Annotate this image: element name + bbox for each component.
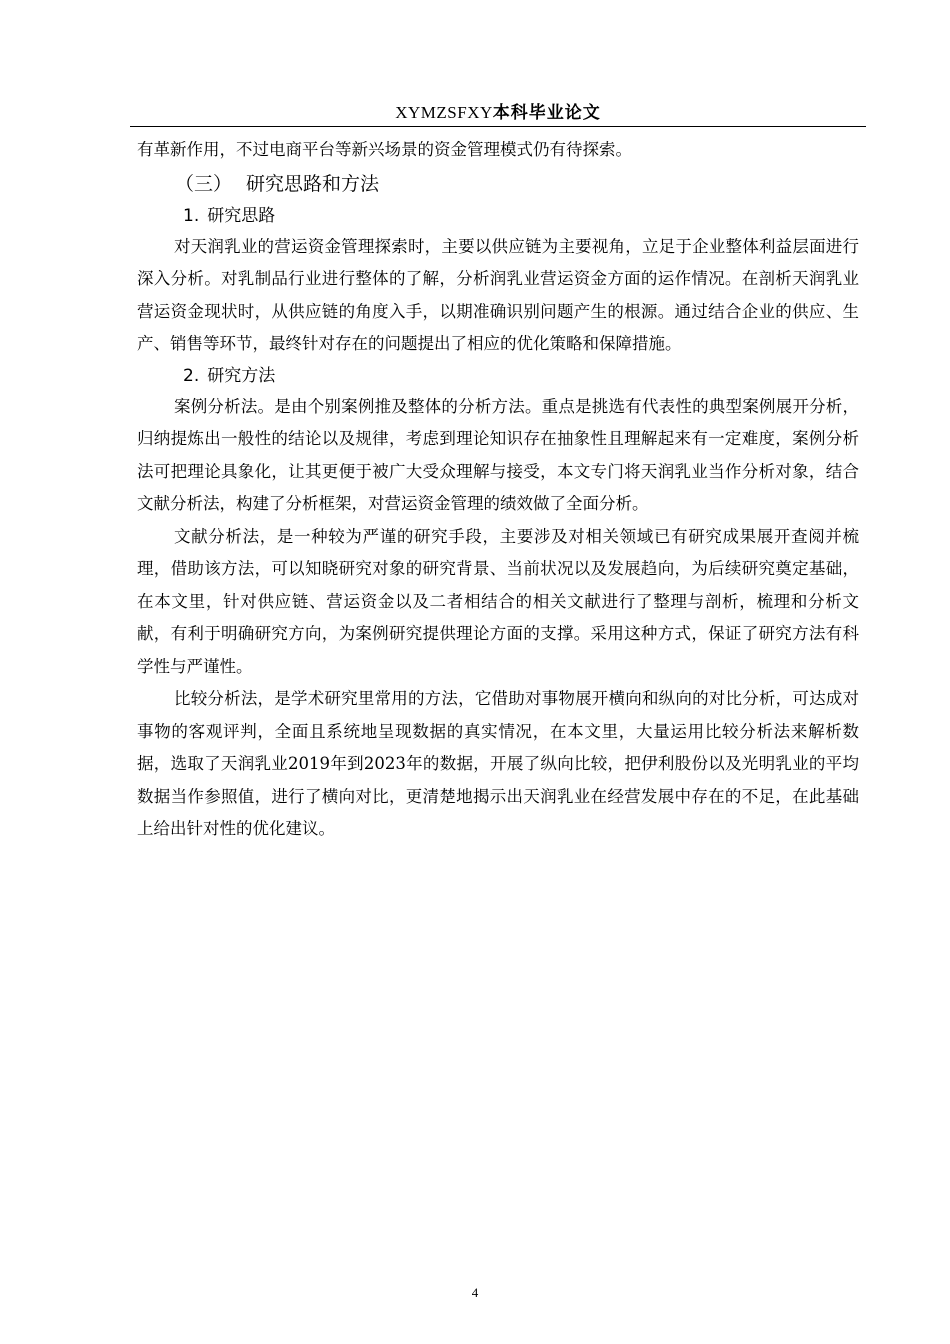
subsection-heading-methods bbox=[137, 361, 859, 391]
header-school-code: XYMZSFXY bbox=[395, 103, 493, 122]
subsection-number: 2. bbox=[183, 365, 200, 386]
page-body bbox=[137, 134, 859, 846]
section-heading bbox=[137, 167, 859, 201]
header-doc-type: 本科毕业论文 bbox=[492, 103, 601, 123]
literature-analysis-paragraph: 文献分析法，是一种较为严谨的研究手段，主要涉及对相关领域已有研究成果展开查阅并梳理，借助该方法，可以知晓研究对象的研究背景、当前状况以及发展趋向，为后续研究奠定基础，在本文里，针对供应链、营运资金以及二者相结合的相关文献进行了整理与剖析，梳理和分析文献，有利于明确研究方向，为案例研究提供理论方面的支撑。采用这种方式，保证了研究方法有科学性与严谨性。 bbox=[137, 526, 859, 676]
page-number: 4 bbox=[471, 1285, 479, 1300]
page-header bbox=[130, 101, 866, 125]
section-title: 研究思路和方法 bbox=[246, 172, 380, 195]
carryover-paragraph: 有革新作用，不过电商平台等新兴场景的资金管理模式仍有待探索。 bbox=[137, 140, 632, 159]
subsection-title: 研究方法 bbox=[207, 365, 276, 386]
subsection-number: 1. bbox=[183, 205, 200, 226]
section-number: （三） bbox=[175, 172, 233, 195]
comparative-analysis-paragraph: 比较分析法，是学术研究里常用的方法，它借助对事物展开横向和纵向的对比分析，可达成对事物的客观评判，全面且系统地呈现数据的真实情况，在本文里，大量运用比较分析法来解析数据，选取了天润乳业2019年到2023年的数据，开展了纵向比较，把伊利股份以及光明乳业的平均数据当作参照值，进行了横向对比，更清楚地揭示出天润乳业在经营发展中存在的不足，在此基础上给出针对性的优化建议。 bbox=[137, 689, 859, 838]
header-rule bbox=[130, 126, 866, 127]
subsection-title: 研究思路 bbox=[207, 205, 276, 226]
approach-paragraph: 对天润乳业的营运资金管理探索时，主要以供应链为主要视角，立足于企业整体利益层面进行深入分析。对乳制品行业进行整体的了解，分析润乳业营运资金方面的运作情况。在剖析天润乳业营运资金现状时，从供应链的角度入手，以期准确识别问题产生的根源。通过结合企业的供应、生产、销售等环节，最终针对存在的问题提出了相应的优化策略和保障措施。 bbox=[137, 236, 859, 353]
case-analysis-paragraph: 案例分析法。是由个别案例推及整体的分析方法。重点是挑选有代表性的典型案例展开分析，归纳提炼出一般性的结论以及规律，考虑到理论知识存在抽象性且理解起来有一定难度，案例分析法可把理论具象化，让其更便于被广大受众理解与接受，本文专门将天润乳业当作分析对象，结合文献分析法，构建了分析框架，对营运资金管理的绩效做了全面分析。 bbox=[137, 396, 859, 513]
subsection-heading-approach bbox=[137, 201, 859, 231]
